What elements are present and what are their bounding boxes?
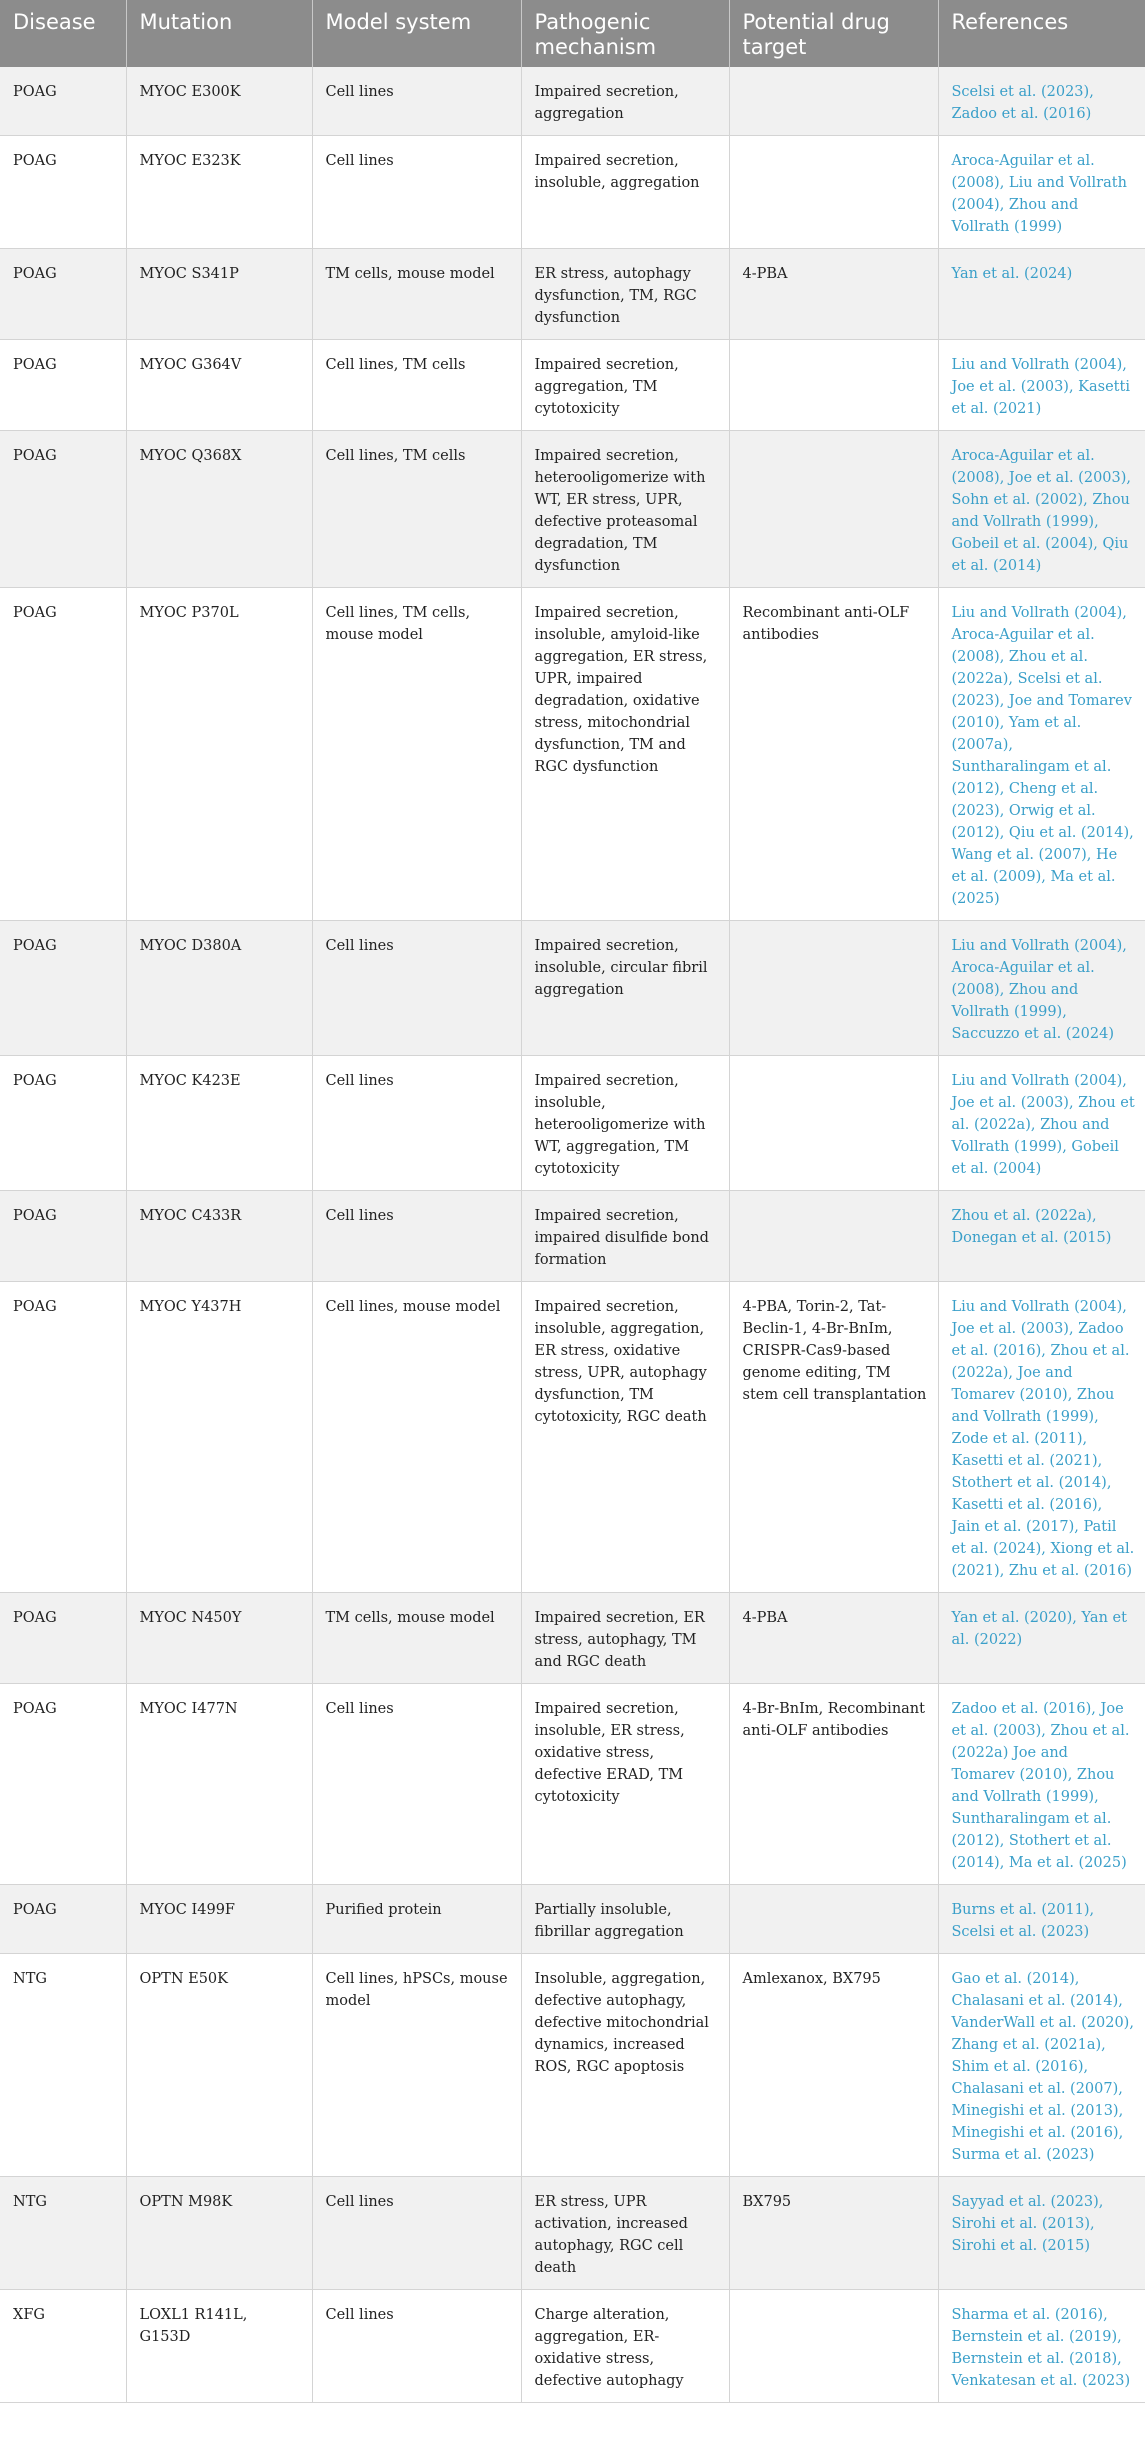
header-model-system: Model system [312, 0, 521, 67]
cell-drug-target: BX795 [729, 2177, 938, 2290]
cell-pathogenic-mechanism: Insoluble, aggregation, defective autophagy, defective mitochondrial dynamics, increased ROS, RGC apoptosis [521, 1954, 729, 2177]
table-row [0, 2177, 1145, 2290]
cell-drug-target [729, 67, 938, 136]
table-row [0, 1593, 1145, 1684]
cell-disease: POAG [0, 67, 126, 136]
cell-references[interactable]: Liu and Vollrath (2004), Aroca-Aguilar et al. (2008), Zhou and Vollrath (1999), Saccuzzo et al. (2024) [938, 921, 1145, 1056]
cell-pathogenic-mechanism: Impaired secretion, insoluble, aggregation, ER stress, oxidative stress, UPR, autophagy dysfunction, TM cytotoxicity, RGC death [521, 1282, 729, 1593]
table-row [0, 249, 1145, 340]
cell-model-system: Cell lines, mouse model [312, 1282, 521, 1593]
cell-references[interactable]: Liu and Vollrath (2004), Joe et al. (2003), Zadoo et al. (2016), Zhou et al. (2022a), Joe and Tomarev (2010), Zhou and Vollrath (1999), Zode et al. (2011), Kasetti et al. (2021), Stothert et al. (2014), Kasetti et al. (2016), Jain et al. (2017), Patil et al. (2024), Xiong et al. (2021), Zhu et al. (2016) [938, 1282, 1145, 1593]
cell-disease: POAG [0, 921, 126, 1056]
cell-pathogenic-mechanism: Impaired secretion, insoluble, amyloid-like aggregation, ER stress, UPR, impaired degradation, oxidative stress, mitochondrial dysfunction, TM and RGC dysfunction [521, 588, 729, 921]
cell-drug-target [729, 921, 938, 1056]
cell-model-system: Cell lines, TM cells, mouse model [312, 588, 521, 921]
table-row [0, 1684, 1145, 1885]
cell-pathogenic-mechanism: Partially insoluble, fibrillar aggregation [521, 1885, 729, 1954]
table-row [0, 921, 1145, 1056]
cell-references[interactable]: Zadoo et al. (2016), Joe et al. (2003), Zhou et al. (2022a) Joe and Tomarev (2010), Zhou and Vollrath (1999), Suntharalingam et al. (2012), Stothert et al. (2014), Ma et al. (2025) [938, 1684, 1145, 1885]
cell-drug-target: Recombinant anti-OLF antibodies [729, 588, 938, 921]
cell-disease: XFG [0, 2290, 126, 2403]
cell-drug-target [729, 2290, 938, 2403]
cell-pathogenic-mechanism: Impaired secretion, aggregation, TM cytotoxicity [521, 340, 729, 431]
cell-disease: POAG [0, 1056, 126, 1191]
cell-references[interactable]: Gao et al. (2014), Chalasani et al. (2014), VanderWall et al. (2020), Zhang et al. (2021a), Shim et al. (2016), Chalasani et al. (2007), Minegishi et al. (2013), Minegishi et al. (2016), Surma et al. (2023) [938, 1954, 1145, 2177]
cell-model-system: Cell lines [312, 2177, 521, 2290]
cell-disease: POAG [0, 136, 126, 249]
cell-mutation: MYOC D380A [126, 921, 312, 1056]
cell-mutation: MYOC E300K [126, 67, 312, 136]
cell-drug-target [729, 431, 938, 588]
cell-mutation: OPTN E50K [126, 1954, 312, 2177]
table-row [0, 136, 1145, 249]
cell-references[interactable]: Scelsi et al. (2023), Zadoo et al. (2016) [938, 67, 1145, 136]
cell-drug-target: 4-PBA, Torin-2, Tat-Beclin-1, 4-Br-BnIm, CRISPR-Cas9-based genome editing, TM stem cell transplantation [729, 1282, 938, 1593]
cell-pathogenic-mechanism: Impaired secretion, insoluble, ER stress, oxidative stress, defective ERAD, TM cytotoxicity [521, 1684, 729, 1885]
table-row [0, 588, 1145, 921]
cell-model-system: TM cells, mouse model [312, 249, 521, 340]
cell-model-system: Cell lines [312, 1191, 521, 1282]
table-row [0, 1282, 1145, 1593]
cell-drug-target [729, 136, 938, 249]
header-mutation: Mutation [126, 0, 312, 67]
cell-drug-target: 4-PBA [729, 1593, 938, 1684]
cell-references[interactable]: Yan et al. (2020), Yan et al. (2022) [938, 1593, 1145, 1684]
cell-pathogenic-mechanism: Impaired secretion, insoluble, circular fibril aggregation [521, 921, 729, 1056]
cell-references[interactable]: Sayyad et al. (2023), Sirohi et al. (2013), Sirohi et al. (2015) [938, 2177, 1145, 2290]
cell-disease: NTG [0, 2177, 126, 2290]
cell-model-system: Purified protein [312, 1885, 521, 1954]
cell-mutation: MYOC I477N [126, 1684, 312, 1885]
cell-mutation: MYOC Q368X [126, 431, 312, 588]
cell-references[interactable]: Liu and Vollrath (2004), Aroca-Aguilar et al. (2008), Zhou et al. (2022a), Scelsi et al. (2023), Joe and Tomarev (2010), Yam et al. (2007a), Suntharalingam et al. (2012), Cheng et al. (2023), Orwig et al. (2012), Qiu et al. (2014), Wang et al. (2007), He et al. (2009), Ma et al. (2025) [938, 588, 1145, 921]
header-pathogenic-mechanism: Pathogenic mechanism [521, 0, 729, 67]
cell-pathogenic-mechanism: Impaired secretion, heterooligomerize with WT, ER stress, UPR, defective proteasomal degradation, TM dysfunction [521, 431, 729, 588]
cell-drug-target [729, 1885, 938, 1954]
header-potential-drug-target: Potential drug target [729, 0, 938, 67]
cell-mutation: MYOC G364V [126, 340, 312, 431]
cell-drug-target [729, 1191, 938, 1282]
cell-drug-target: 4-PBA [729, 249, 938, 340]
cell-model-system: Cell lines [312, 1056, 521, 1191]
cell-mutation: MYOC K423E [126, 1056, 312, 1191]
cell-pathogenic-mechanism: Impaired secretion, ER stress, autophagy, TM and RGC death [521, 1593, 729, 1684]
cell-references[interactable]: Aroca-Aguilar et al. (2008), Liu and Vollrath (2004), Zhou and Vollrath (1999) [938, 136, 1145, 249]
table-row [0, 1056, 1145, 1191]
cell-pathogenic-mechanism: Impaired secretion, insoluble, heterooligomerize with WT, aggregation, TM cytotoxicity [521, 1056, 729, 1191]
table-row [0, 431, 1145, 588]
cell-drug-target [729, 340, 938, 431]
cell-pathogenic-mechanism: ER stress, autophagy dysfunction, TM, RGC dysfunction [521, 249, 729, 340]
cell-references[interactable]: Sharma et al. (2016), Bernstein et al. (2019), Bernstein et al. (2018), Venkatesan et al. (2023) [938, 2290, 1145, 2403]
table-row [0, 1954, 1145, 2177]
header-disease: Disease [0, 0, 126, 67]
cell-pathogenic-mechanism: Impaired secretion, insoluble, aggregation [521, 136, 729, 249]
header-row [0, 0, 1145, 67]
cell-references[interactable]: Liu and Vollrath (2004), Joe et al. (2003), Zhou et al. (2022a), Zhou and Vollrath (1999), Gobeil et al. (2004) [938, 1056, 1145, 1191]
table-row [0, 1885, 1145, 1954]
cell-disease: POAG [0, 1684, 126, 1885]
cell-mutation: MYOC P370L [126, 588, 312, 921]
cell-references[interactable]: Aroca-Aguilar et al. (2008), Joe et al. (2003), Sohn et al. (2002), Zhou and Vollrath (1999), Gobeil et al. (2004), Qiu et al. (2014) [938, 431, 1145, 588]
cell-drug-target [729, 1056, 938, 1191]
cell-model-system: Cell lines [312, 136, 521, 249]
cell-disease: POAG [0, 431, 126, 588]
cell-references[interactable]: Yan et al. (2024) [938, 249, 1145, 340]
cell-model-system: TM cells, mouse model [312, 1593, 521, 1684]
table-row [0, 340, 1145, 431]
cell-model-system: Cell lines [312, 67, 521, 136]
table-row [0, 67, 1145, 136]
table-row [0, 2290, 1145, 2403]
cell-references[interactable]: Liu and Vollrath (2004), Joe et al. (2003), Kasetti et al. (2021) [938, 340, 1145, 431]
header-references: References [951, 10, 1069, 34]
cell-disease: NTG [0, 1954, 126, 2177]
cell-mutation: MYOC S341P [126, 249, 312, 340]
cell-model-system: Cell lines [312, 1684, 521, 1885]
cell-disease: POAG [0, 1191, 126, 1282]
cell-disease: POAG [0, 249, 126, 340]
cell-mutation: OPTN M98K [126, 2177, 312, 2290]
table-body [0, 67, 1145, 2403]
cell-pathogenic-mechanism: ER stress, UPR activation, increased autophagy, RGC cell death [521, 2177, 729, 2290]
cell-pathogenic-mechanism: Impaired secretion, impaired disulfide bond formation [521, 1191, 729, 1282]
cell-disease: POAG [0, 1282, 126, 1593]
cell-model-system: Cell lines [312, 2290, 521, 2403]
cell-disease: POAG [0, 340, 126, 431]
cell-disease: POAG [0, 1593, 126, 1684]
cell-references[interactable]: Burns et al. (2011), Scelsi et al. (2023) [938, 1885, 1145, 1954]
cell-model-system: Cell lines, hPSCs, mouse model [312, 1954, 521, 2177]
cell-mutation: MYOC I499F [126, 1885, 312, 1954]
cell-model-system: Cell lines, TM cells [312, 340, 521, 431]
cell-pathogenic-mechanism: Impaired secretion, aggregation [521, 67, 729, 136]
cell-disease: POAG [0, 1885, 126, 1954]
cell-model-system: Cell lines [312, 921, 521, 1056]
cell-mutation: MYOC N450Y [126, 1593, 312, 1684]
cell-disease: POAG [0, 588, 126, 921]
cell-references[interactable]: Zhou et al. (2022a), Donegan et al. (2015) [938, 1191, 1145, 1282]
table-row [0, 1191, 1145, 1282]
cell-mutation: MYOC Y437H [126, 1282, 312, 1593]
cell-mutation: MYOC E323K [126, 136, 312, 249]
cell-drug-target: 4-Br-BnIm, Recombinant anti-OLF antibodies [729, 1684, 938, 1885]
cell-pathogenic-mechanism: Charge alteration, aggregation, ER-oxidative stress, defective autophagy [521, 2290, 729, 2403]
cell-model-system: Cell lines, TM cells [312, 431, 521, 588]
cell-mutation: LOXL1 R141L, G153D [126, 2290, 312, 2403]
table-header [0, 0, 1145, 67]
cell-mutation: MYOC C433R [126, 1191, 312, 1282]
cell-drug-target: Amlexanox, BX795 [729, 1954, 938, 2177]
